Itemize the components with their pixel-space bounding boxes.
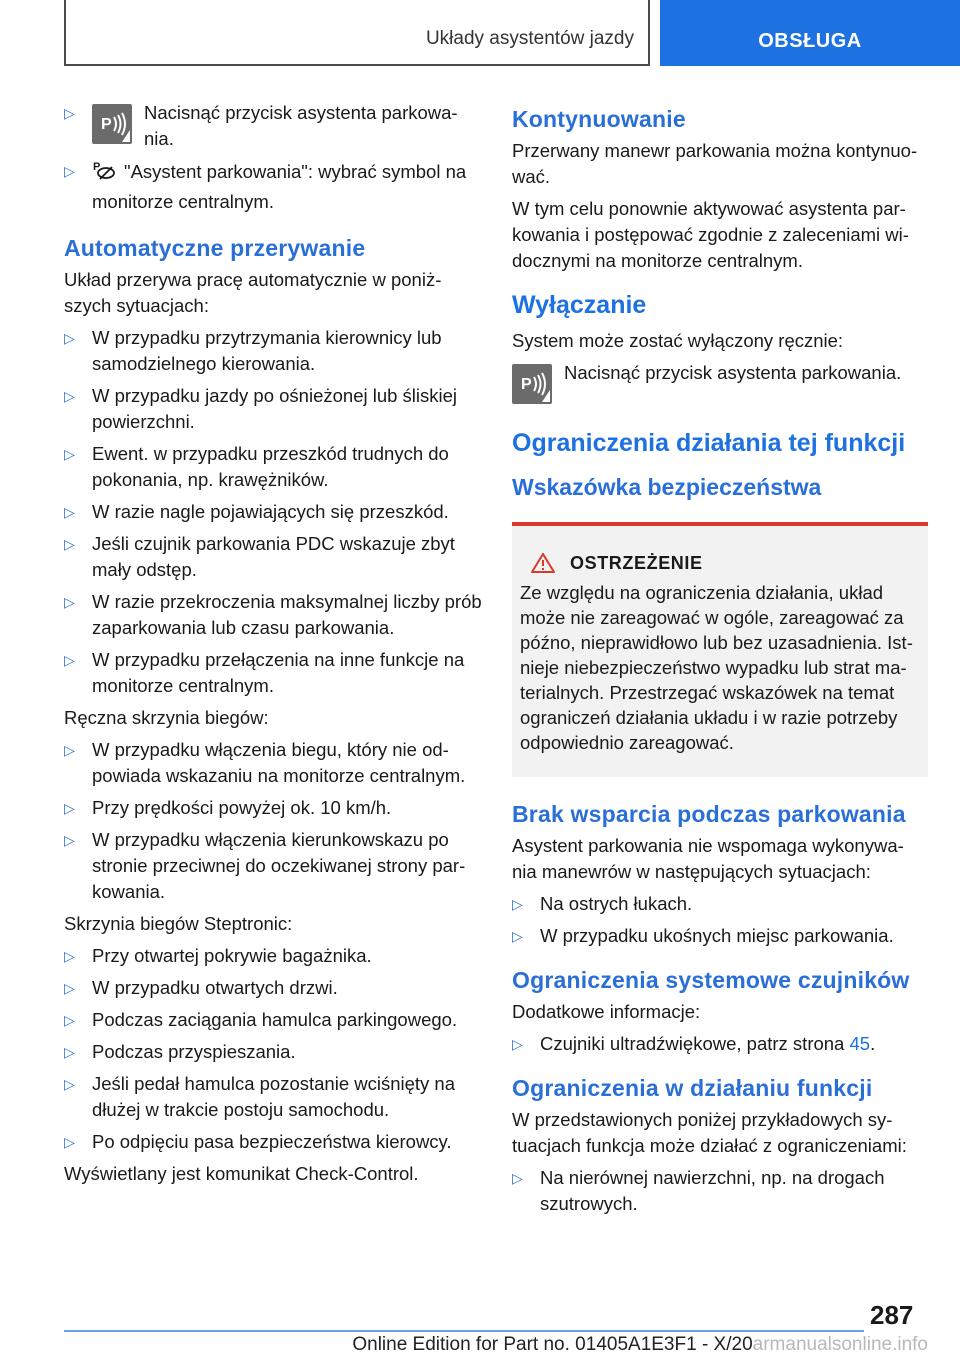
list-item [64,158,484,215]
warning-triangle-icon [530,552,556,574]
list-item-text: Ewent. w przypadku przeszkód trudnych do pokonania, np. krawężników. [92,443,449,490]
triangle-bullet-icon: ▷ [64,1134,75,1150]
list-item-text: Podczas przyspieszania. [92,1041,296,1062]
list-item [64,441,484,493]
no-support-list [512,891,928,949]
switch-off-step [512,360,928,406]
manual-gearbox-label: Ręczna skrzynia biegów: [64,707,269,728]
svg-text:P: P [101,116,112,133]
svg-text:P: P [93,161,101,173]
list-item [64,1071,484,1123]
paragraph: W tym celu ponownie aktywować asystenta par-kowania i postępować zgodnie z zaleceniami wi-docznymi na monitorze centralnym. [512,198,909,271]
heading-limits: Ograniczenia działania tej funkcji [512,429,906,457]
list-item-text: W przypadku przełączenia na inne funkcje na monitorze centralnym. [92,649,465,696]
list-item [512,1165,928,1217]
step-text: Nacisnąć przycisk asystenta parkowania. [564,362,902,383]
list-item [64,647,484,699]
list-item [64,100,484,152]
triangle-bullet-icon: ▷ [64,652,75,668]
list-item [64,325,484,377]
triangle-bullet-icon: ▷ [64,832,75,848]
triangle-bullet-icon: ▷ [64,980,75,996]
auto-list [64,325,484,699]
svg-text:P: P [521,376,532,393]
list-item-text: Po odpięciu pasa bezpieczeństwa kierowcy. [92,1131,452,1152]
list-item [512,891,928,917]
heading-switch-off: Wyłączanie [512,291,647,319]
list-item [64,1039,484,1065]
triangle-bullet-icon: ▷ [64,594,75,610]
paragraph: System może zostać wyłączony ręcznie: [512,330,844,351]
list-item-text: Podczas zaciągania hamulca parkingowego. [92,1009,458,1030]
sensor-list [512,1031,928,1057]
triangle-bullet-icon: ▷ [64,742,75,758]
triangle-bullet-icon: ▷ [64,105,75,121]
list-item [64,827,484,905]
list-item-text: W przypadku jazdy po ośnieżonej lub śliskiej powierzchni. [92,385,458,432]
paragraph: W przedstawionych poniżej przykładowych sy-tuacjach funkcja może działać z ograniczeniami: [512,1109,907,1156]
triangle-bullet-icon: ▷ [64,948,75,964]
paragraph: Asystent parkowania nie wspomaga wykonywa-nia manewrów w następujących sytuacjach: [512,835,904,882]
header-frame [64,0,650,66]
triangle-bullet-icon: ▷ [512,1036,523,1052]
list-item [512,923,928,949]
warning-box [512,522,928,777]
list-item-text: W przypadku otwartych drzwi. [92,977,338,998]
triangle-bullet-icon: ▷ [64,163,75,179]
triangle-bullet-icon: ▷ [64,504,75,520]
list-item-text: W przypadku ukośnych miejsc parkowania. [540,925,894,946]
triangle-bullet-icon: ▷ [64,388,75,404]
heading-auto-interrupt: Automatyczne przerywanie [64,235,366,261]
triangle-bullet-icon: ▷ [64,446,75,462]
steptronic-label: Skrzynia biegów Steptronic: [64,913,293,934]
triangle-bullet-icon: ▷ [64,1076,75,1092]
triangle-bullet-icon: ▷ [64,1012,75,1028]
list-item [64,531,484,583]
list-item [64,975,484,1001]
list-item [64,589,484,641]
list-item-text: W razie przekroczenia maksymalnej liczby prób zaparkowania lub czasu parkowania. [92,591,482,638]
manual-list [64,737,484,905]
triangle-bullet-icon: ▷ [64,330,75,346]
check-control-text: Wyświetlany jest komunikat Check-Control. [64,1163,419,1184]
paragraph: Przerwany manewr parkowania można kontynuo-wać. [512,140,918,187]
list-item-text: Przy prędkości powyżej ok. 10 km/h. [92,797,392,818]
list-item-text: Jeśli czujnik parkowania PDC wskazuje zbyt mały odstęp. [92,533,455,580]
warning-text: Ze względu na ograniczenia działania, układ może nie zareagować w ogóle, zareagować za późno, nieprawidłowo lub bez uzasadnienia. Ist-nieje niebezpieczeństwo wypadku lub strat ma-terialnych. Przestrzegać wskazówek na temat ograniczeń działania układu i w razie potrzeby odpowiednio zareagować. [520,582,913,753]
list-item [64,737,484,789]
warning-title [530,550,920,576]
warning-title-text: OSTRZEŻENIE [570,553,703,573]
triangle-bullet-icon: ▷ [64,536,75,552]
list-item-text: Jeśli pedał hamulca pozostanie wciśnięty na dłużej w trakcie postoju samochodu. [92,1073,456,1120]
triangle-bullet-icon: ▷ [64,800,75,816]
right-column [512,100,928,1223]
triangle-bullet-icon: ▷ [64,1044,75,1060]
parking-assist-symbol-icon [92,158,116,189]
footer-text [64,1334,928,1356]
list-item-text: W przypadku włączenia kierunkowskazu po stronie przeciwnej do oczekiwanej strony par-kowania. [92,829,466,902]
triangle-bullet-icon: ▷ [512,1170,523,1186]
step-list [64,100,484,215]
left-column [64,100,484,1193]
heading-continue: Kontynuowanie [512,106,686,132]
heading-function-limits: Ograniczenia w działaniu funkcji [512,1075,873,1101]
list-item-text: Na nierównej nawierzchni, np. na drogach szutrowych. [540,1167,885,1214]
steptronic-list [64,943,484,1155]
list-item-text: W przypadku przytrzymania kierownicy lub samodzielnego kierowania. [92,327,442,374]
chapter-tab [660,0,960,66]
list-item-text: Przy otwartej pokrywie bagażnika. [92,945,372,966]
paragraph: Dodatkowe informacje: [512,1001,701,1022]
list-item-text: Na ostrych łukach. [540,893,693,914]
triangle-bullet-icon: ▷ [512,896,523,912]
list-item [64,1007,484,1033]
list-item-text: Czujniki ultradźwiękowe, patrz strona [540,1033,845,1054]
heading-no-support: Brak wsparcia podczas parkowania [512,801,906,827]
list-item [64,943,484,969]
step-text: Nacisnąć przycisk asystenta parkowa-nia. [144,102,458,149]
heading-safety: Wskazówka bezpieczeństwa [512,474,822,500]
section-title: Układy asystentów jazdy [425,28,634,49]
list-item [64,499,484,525]
list-item [64,1129,484,1155]
footer-rule [64,1330,864,1332]
list-item-text: W przypadku włączenia biegu, który nie od-powiada wskazaniu na monitorze centralnym. [92,739,466,786]
edition-text: Online Edition for Part no. 01405A1E3F1 - X/20 [352,1334,753,1355]
list-item [64,383,484,435]
punctuation: . [870,1033,876,1054]
heading-sensor-limits: Ograniczenia systemowe czujników [512,967,910,993]
parking-assist-button-icon [92,104,132,144]
list-item-text: W razie nagle pojawiających się przeszkód. [92,501,449,522]
watermark-text: armanualsonline.info [752,1334,928,1355]
page-number: 287 [870,1300,914,1330]
function-list [512,1165,928,1217]
list-item [512,1031,928,1057]
triangle-bullet-icon: ▷ [512,928,523,944]
list-item [64,795,484,821]
paragraph: Układ przerywa pracę automatycznie w poniż-szych sytuacjach: [64,269,442,316]
chapter-label: OBSŁUGA [758,30,862,52]
step-text: "Asystent parkowania": wybrać symbol na monitorze centralnym. [92,161,467,212]
parking-assist-button-icon [512,364,552,404]
page-link[interactable]: 45 [849,1033,871,1054]
